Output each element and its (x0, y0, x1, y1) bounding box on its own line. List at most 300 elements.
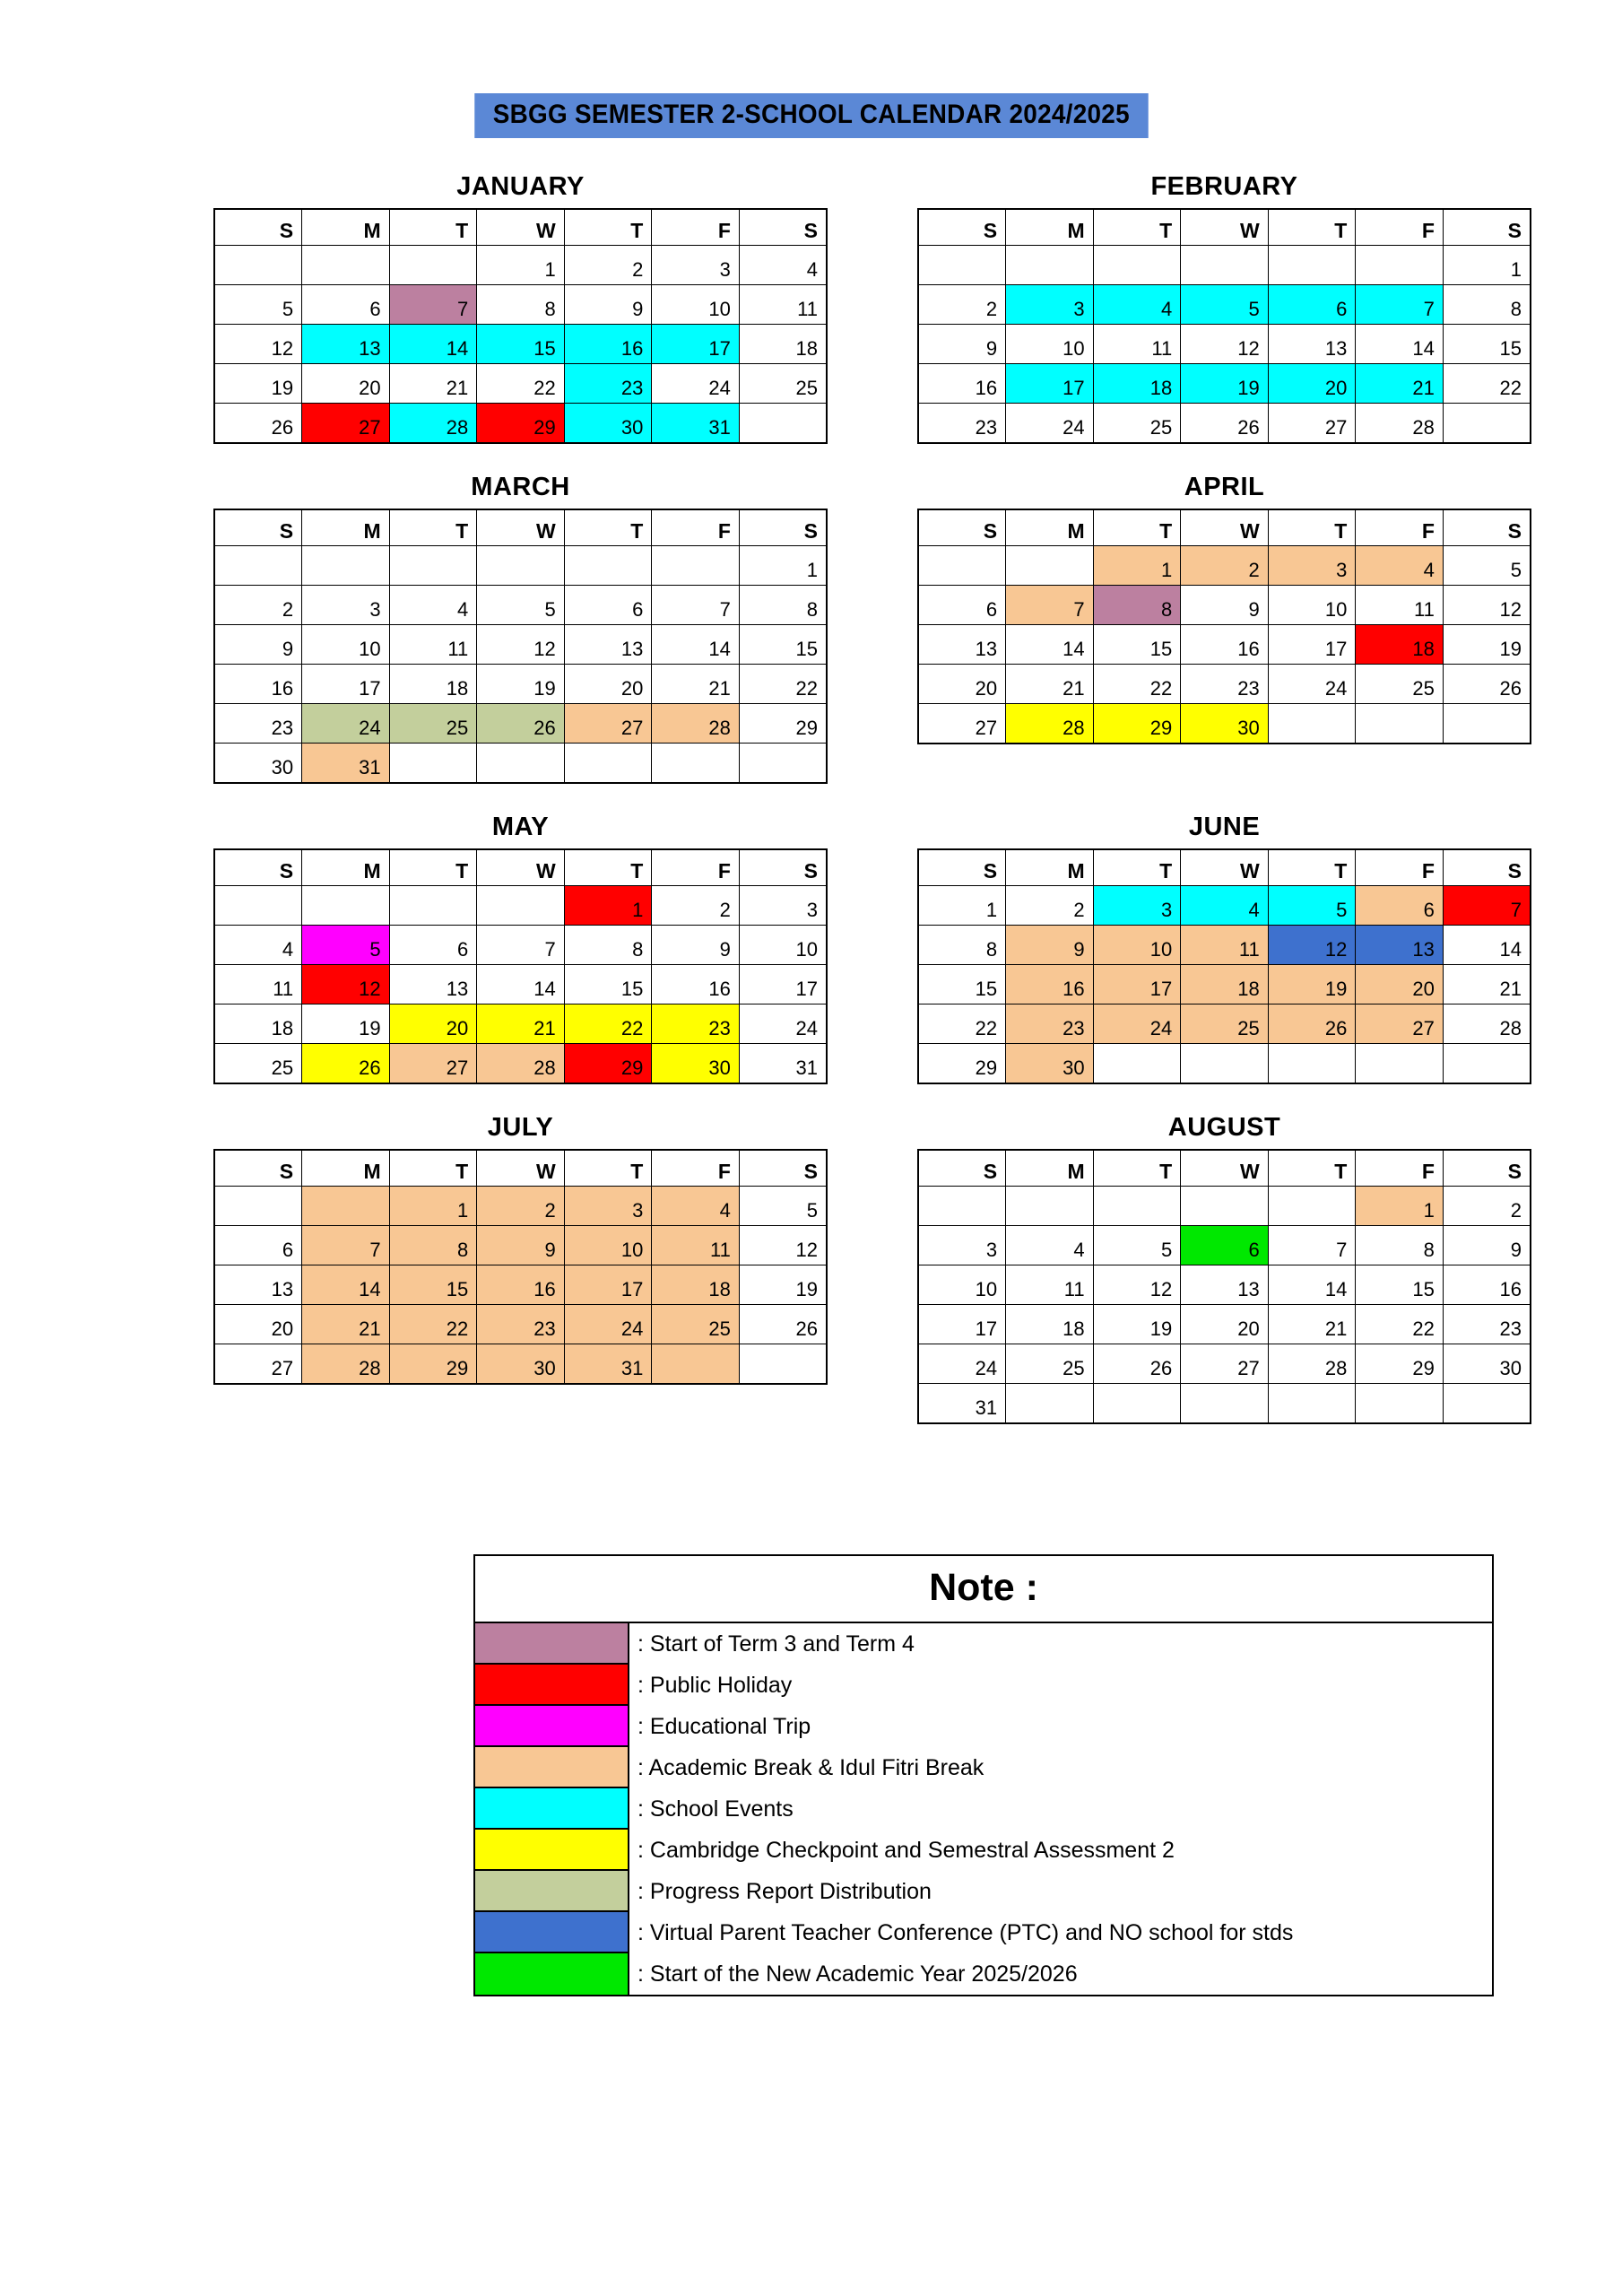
day-cell[interactable]: 12 (1093, 1265, 1181, 1305)
day-cell[interactable]: 25 (1006, 1344, 1094, 1384)
empty-cell (652, 744, 740, 784)
day-cell[interactable]: 27 (1268, 404, 1356, 444)
empty-cell (389, 246, 477, 285)
page-title: SBGG SEMESTER 2-SCHOOL CALENDAR 2024/2025 (474, 93, 1148, 138)
day-cell[interactable]: 1 (739, 546, 827, 586)
day-cell[interactable]: 23 (1181, 665, 1269, 704)
day-cell[interactable]: 2 (214, 586, 302, 625)
day-cell[interactable]: 28 (302, 1344, 390, 1385)
day-cell[interactable]: 14 (389, 325, 477, 364)
day-cell[interactable]: 5 (302, 926, 390, 965)
day-cell[interactable]: 9 (214, 625, 302, 665)
day-cell[interactable]: 22 (739, 665, 827, 704)
day-cell[interactable]: 30 (477, 1344, 565, 1385)
day-cell[interactable]: 9 (564, 285, 652, 325)
empty-cell (1268, 1187, 1356, 1226)
day-cell[interactable]: 17 (918, 1305, 1006, 1344)
empty-cell (477, 886, 565, 926)
day-cell[interactable]: 11 (1006, 1265, 1094, 1305)
day-cell[interactable]: 21 (302, 1305, 390, 1344)
day-cell[interactable]: 7 (1443, 886, 1531, 926)
day-cell[interactable]: 28 (652, 704, 740, 744)
day-cell[interactable]: 25 (739, 364, 827, 404)
weekday-header: W (1181, 209, 1269, 246)
day-cell[interactable]: 10 (1006, 325, 1094, 364)
day-cell[interactable]: 30 (564, 404, 652, 444)
day-cell[interactable]: 23 (918, 404, 1006, 444)
day-cell[interactable]: 15 (564, 965, 652, 1004)
day-cell[interactable]: 29 (389, 1344, 477, 1385)
day-cell[interactable]: 29 (564, 1044, 652, 1084)
day-cell[interactable]: 27 (389, 1044, 477, 1084)
day-cell[interactable]: 8 (477, 285, 565, 325)
day-cell[interactable]: 20 (214, 1305, 302, 1344)
day-cell[interactable]: 3 (302, 586, 390, 625)
day-cell[interactable]: 18 (1181, 965, 1269, 1004)
day-cell[interactable]: 8 (564, 926, 652, 965)
weekday-header: F (1356, 849, 1444, 886)
day-cell[interactable]: 16 (1006, 965, 1094, 1004)
day-cell[interactable]: 22 (918, 1004, 1006, 1044)
legend-row (475, 1706, 1492, 1747)
day-cell[interactable]: 13 (1356, 926, 1444, 965)
day-cell[interactable]: 30 (652, 1044, 740, 1084)
day-cell[interactable]: 27 (1181, 1344, 1269, 1384)
week-row (918, 625, 1531, 665)
day-cell[interactable]: 24 (739, 1004, 827, 1044)
day-cell[interactable]: 2 (1006, 886, 1094, 926)
day-cell[interactable]: 22 (1443, 364, 1531, 404)
day-cell[interactable]: 8 (739, 586, 827, 625)
day-cell[interactable]: 6 (389, 926, 477, 965)
empty-cell (1356, 246, 1444, 285)
day-cell[interactable]: 20 (302, 364, 390, 404)
day-cell[interactable]: 25 (214, 1044, 302, 1084)
empty-cell (918, 546, 1006, 586)
day-cell[interactable]: 30 (1443, 1344, 1531, 1384)
day-cell[interactable]: 6 (302, 285, 390, 325)
week-row (214, 364, 827, 404)
empty-cell (1268, 1044, 1356, 1084)
day-cell[interactable]: 2 (477, 1187, 565, 1226)
day-cell[interactable]: 2 (1443, 1187, 1531, 1226)
day-cell[interactable]: 10 (1268, 586, 1356, 625)
day-cell[interactable]: 7 (652, 586, 740, 625)
day-cell[interactable]: 13 (1268, 325, 1356, 364)
day-cell[interactable]: 24 (918, 1344, 1006, 1384)
day-cell[interactable]: 19 (302, 1004, 390, 1044)
day-cell[interactable]: 24 (652, 364, 740, 404)
day-cell[interactable]: 9 (1443, 1226, 1531, 1265)
day-cell[interactable]: 29 (477, 404, 565, 444)
day-cell[interactable]: 3 (1268, 546, 1356, 586)
day-cell[interactable]: 19 (477, 665, 565, 704)
day-cell[interactable]: 1 (1356, 1187, 1444, 1226)
weekday-header: T (564, 1150, 652, 1187)
day-cell[interactable]: 23 (477, 1305, 565, 1344)
day-cell[interactable]: 29 (1356, 1344, 1444, 1384)
day-cell[interactable]: 21 (1268, 1305, 1356, 1344)
day-cell[interactable]: 3 (1006, 285, 1094, 325)
day-cell[interactable]: 25 (1356, 665, 1444, 704)
week-row (214, 586, 827, 625)
day-cell[interactable]: 15 (477, 325, 565, 364)
day-cell[interactable]: 14 (1006, 625, 1094, 665)
day-cell[interactable]: 16 (214, 665, 302, 704)
day-cell[interactable]: 14 (1268, 1265, 1356, 1305)
day-cell[interactable]: 31 (918, 1384, 1006, 1424)
legend-row (475, 1623, 1492, 1665)
day-cell[interactable]: 13 (564, 625, 652, 665)
month-block-august (917, 1111, 1531, 1424)
day-cell[interactable]: 13 (918, 625, 1006, 665)
day-cell[interactable]: 17 (1006, 364, 1094, 404)
day-cell[interactable]: 1 (1093, 546, 1181, 586)
day-cell[interactable]: 25 (1181, 1004, 1269, 1044)
day-cell[interactable]: 5 (1181, 285, 1269, 325)
legend-row (475, 1912, 1492, 1953)
day-cell[interactable]: 23 (1443, 1305, 1531, 1344)
day-cell[interactable]: 11 (739, 285, 827, 325)
empty-cell (477, 546, 565, 586)
day-cell[interactable]: 19 (739, 1265, 827, 1305)
day-cell[interactable]: 14 (302, 1265, 390, 1305)
day-cell[interactable]: 18 (1006, 1305, 1094, 1344)
day-cell[interactable]: 17 (652, 325, 740, 364)
day-cell[interactable]: 8 (389, 1226, 477, 1265)
weekday-header: S (214, 509, 302, 546)
day-cell[interactable]: 20 (1268, 364, 1356, 404)
day-cell[interactable]: 28 (1006, 704, 1094, 744)
day-cell[interactable]: 4 (1093, 285, 1181, 325)
day-cell[interactable]: 20 (1356, 965, 1444, 1004)
day-cell[interactable]: 10 (918, 1265, 1006, 1305)
day-cell[interactable]: 5 (477, 586, 565, 625)
day-cell[interactable]: 26 (302, 1044, 390, 1084)
week-row (918, 1187, 1531, 1226)
day-cell[interactable]: 5 (739, 1187, 827, 1226)
day-cell[interactable]: 28 (1443, 1004, 1531, 1044)
day-cell[interactable]: 15 (1356, 1265, 1444, 1305)
weekday-header: M (302, 509, 390, 546)
day-cell[interactable]: 2 (918, 285, 1006, 325)
day-cell[interactable]: 20 (389, 1004, 477, 1044)
weekday-header-row (918, 509, 1531, 546)
day-cell[interactable]: 1 (477, 246, 565, 285)
day-cell[interactable]: 4 (1356, 546, 1444, 586)
day-cell[interactable]: 12 (1181, 325, 1269, 364)
weekday-header: F (1356, 1150, 1444, 1187)
day-cell[interactable]: 18 (214, 1004, 302, 1044)
day-cell[interactable]: 7 (302, 1226, 390, 1265)
day-cell[interactable]: 30 (1006, 1044, 1094, 1084)
day-cell[interactable]: 2 (564, 246, 652, 285)
day-cell[interactable]: 17 (1093, 965, 1181, 1004)
day-cell[interactable]: 17 (739, 965, 827, 1004)
day-cell[interactable]: 15 (739, 625, 827, 665)
day-cell[interactable]: 5 (1093, 1226, 1181, 1265)
day-cell[interactable]: 1 (918, 886, 1006, 926)
day-cell[interactable]: 26 (214, 404, 302, 444)
day-cell[interactable]: 6 (1356, 886, 1444, 926)
day-cell[interactable]: 20 (1181, 1305, 1269, 1344)
day-cell[interactable]: 26 (477, 704, 565, 744)
legend-label: : School Events (638, 1796, 794, 1822)
weekday-header: M (1006, 209, 1094, 246)
day-cell[interactable]: 16 (1181, 625, 1269, 665)
day-cell[interactable]: 31 (739, 1044, 827, 1084)
day-cell[interactable]: 14 (1356, 325, 1444, 364)
day-cell[interactable]: 7 (1006, 586, 1094, 625)
day-cell[interactable]: 3 (739, 886, 827, 926)
note-legend-box (473, 1554, 1494, 1996)
day-cell[interactable]: 9 (652, 926, 740, 965)
legend-label: : Academic Break & Idul Fitri Break (638, 1755, 984, 1780)
day-cell[interactable]: 1 (1443, 246, 1531, 285)
month-title: JANUARY (456, 172, 585, 201)
day-cell[interactable]: 16 (564, 325, 652, 364)
day-cell[interactable]: 6 (918, 586, 1006, 625)
day-cell[interactable]: 13 (1181, 1265, 1269, 1305)
day-cell[interactable]: 9 (477, 1226, 565, 1265)
day-cell[interactable]: 30 (214, 744, 302, 784)
day-cell[interactable]: 7 (1356, 285, 1444, 325)
day-cell[interactable]: 19 (1093, 1305, 1181, 1344)
day-cell[interactable]: 28 (1268, 1344, 1356, 1384)
legend-color-swatch-sage (475, 1871, 629, 1912)
day-cell[interactable]: 8 (918, 926, 1006, 965)
day-cell[interactable]: 23 (564, 364, 652, 404)
day-cell[interactable]: 26 (1268, 1004, 1356, 1044)
day-cell[interactable]: 24 (1093, 1004, 1181, 1044)
day-cell[interactable]: 22 (389, 1305, 477, 1344)
month-title: MARCH (471, 473, 570, 501)
day-cell[interactable]: 26 (739, 1305, 827, 1344)
day-cell[interactable]: 15 (389, 1265, 477, 1305)
day-cell[interactable]: 24 (564, 1305, 652, 1344)
day-cell[interactable]: 17 (564, 1265, 652, 1305)
day-cell[interactable]: 19 (1443, 625, 1531, 665)
weekday-header: T (564, 509, 652, 546)
day-cell[interactable]: 8 (1093, 586, 1181, 625)
day-cell[interactable]: 22 (1093, 665, 1181, 704)
day-cell[interactable]: 9 (1006, 926, 1094, 965)
day-cell[interactable]: 23 (1006, 1004, 1094, 1044)
day-cell[interactable]: 23 (652, 1004, 740, 1044)
day-cell[interactable]: 11 (1181, 926, 1269, 965)
day-cell[interactable]: 22 (477, 364, 565, 404)
empty-cell (918, 246, 1006, 285)
day-cell[interactable]: 25 (1093, 404, 1181, 444)
day-cell[interactable]: 30 (1181, 704, 1269, 744)
day-cell[interactable]: 6 (1181, 1226, 1269, 1265)
day-cell[interactable]: 19 (1181, 364, 1269, 404)
empty-cell (1006, 1384, 1094, 1424)
day-cell[interactable]: 18 (1093, 364, 1181, 404)
day-cell[interactable]: 6 (564, 586, 652, 625)
day-cell[interactable]: 11 (1356, 586, 1444, 625)
weekday-header: F (1356, 509, 1444, 546)
day-cell[interactable]: 17 (302, 665, 390, 704)
day-cell[interactable]: 24 (302, 704, 390, 744)
day-cell[interactable]: 4 (389, 586, 477, 625)
day-cell[interactable]: 5 (1268, 886, 1356, 926)
day-cell[interactable]: 8 (1356, 1226, 1444, 1265)
day-cell[interactable]: 18 (652, 1265, 740, 1305)
day-cell[interactable]: 24 (1268, 665, 1356, 704)
day-cell[interactable]: 4 (214, 926, 302, 965)
day-cell[interactable]: 31 (652, 404, 740, 444)
day-cell[interactable]: 21 (1006, 665, 1094, 704)
day-cell[interactable]: 8 (1443, 285, 1531, 325)
day-cell[interactable]: 22 (1356, 1305, 1444, 1344)
empty-cell (389, 886, 477, 926)
weekday-header: S (214, 209, 302, 246)
day-cell[interactable]: 16 (1443, 1265, 1531, 1305)
day-cell[interactable]: 9 (918, 325, 1006, 364)
day-cell[interactable]: 12 (477, 625, 565, 665)
day-cell[interactable]: 23 (214, 704, 302, 744)
day-cell[interactable]: 27 (214, 1344, 302, 1385)
day-cell[interactable]: 19 (1268, 965, 1356, 1004)
day-cell[interactable]: 28 (389, 404, 477, 444)
day-cell[interactable]: 25 (652, 1305, 740, 1344)
day-cell[interactable]: 7 (477, 926, 565, 965)
day-cell[interactable]: 14 (477, 965, 565, 1004)
day-cell[interactable]: 5 (1443, 546, 1531, 586)
day-cell[interactable]: 3 (918, 1226, 1006, 1265)
note-legend-list (475, 1623, 1492, 1995)
week-row (214, 704, 827, 744)
day-cell[interactable]: 18 (1356, 625, 1444, 665)
day-cell[interactable]: 15 (918, 965, 1006, 1004)
day-cell[interactable]: 6 (1268, 285, 1356, 325)
weekday-header: T (1093, 849, 1181, 886)
day-cell[interactable]: 24 (1006, 404, 1094, 444)
day-cell[interactable]: 29 (918, 1044, 1006, 1084)
month-grid (213, 208, 828, 444)
weekday-header: M (1006, 1150, 1094, 1187)
day-cell[interactable]: 21 (389, 364, 477, 404)
day-cell[interactable]: 22 (564, 1004, 652, 1044)
day-cell[interactable]: 21 (1443, 965, 1531, 1004)
day-cell[interactable]: 26 (1181, 404, 1269, 444)
empty-cell (918, 1187, 1006, 1226)
day-cell[interactable]: 20 (918, 665, 1006, 704)
day-cell[interactable]: 13 (302, 325, 390, 364)
day-cell[interactable]: 11 (652, 1226, 740, 1265)
day-cell[interactable]: 10 (564, 1226, 652, 1265)
day-cell[interactable]: 10 (739, 926, 827, 965)
weekday-header-row (214, 509, 827, 546)
day-cell[interactable]: 16 (918, 364, 1006, 404)
day-cell[interactable]: 27 (918, 704, 1006, 744)
day-cell[interactable]: 31 (302, 744, 390, 784)
day-cell[interactable]: 12 (1443, 586, 1531, 625)
day-cell[interactable]: 20 (564, 665, 652, 704)
day-cell[interactable]: 28 (1356, 404, 1444, 444)
day-cell[interactable]: 26 (1093, 1344, 1181, 1384)
day-cell[interactable]: 4 (652, 1187, 740, 1226)
day-cell[interactable]: 2 (652, 886, 740, 926)
day-cell[interactable]: 12 (302, 965, 390, 1004)
day-cell[interactable]: 12 (214, 325, 302, 364)
day-cell[interactable]: 4 (1181, 886, 1269, 926)
empty-cell (302, 1187, 390, 1226)
day-cell[interactable]: 11 (214, 965, 302, 1004)
day-cell[interactable]: 17 (1268, 625, 1356, 665)
day-cell[interactable]: 16 (652, 965, 740, 1004)
day-cell[interactable]: 3 (652, 246, 740, 285)
day-cell[interactable]: 4 (1006, 1226, 1094, 1265)
day-cell[interactable]: 16 (477, 1265, 565, 1305)
weekday-header-row (918, 849, 1531, 886)
day-cell[interactable]: 6 (214, 1226, 302, 1265)
legend-color-swatch-yellow (475, 1830, 629, 1871)
day-cell[interactable]: 18 (389, 665, 477, 704)
day-cell[interactable]: 21 (1356, 364, 1444, 404)
day-cell[interactable]: 2 (1181, 546, 1269, 586)
day-cell[interactable]: 3 (564, 1187, 652, 1226)
day-cell[interactable]: 7 (1268, 1226, 1356, 1265)
weekday-header: S (918, 1150, 1006, 1187)
day-cell[interactable]: 25 (389, 704, 477, 744)
day-cell[interactable]: 13 (214, 1265, 302, 1305)
day-cell[interactable]: 7 (389, 285, 477, 325)
week-row (918, 665, 1531, 704)
day-cell[interactable]: 14 (1443, 926, 1531, 965)
day-cell[interactable]: 13 (389, 965, 477, 1004)
day-cell[interactable]: 9 (1181, 586, 1269, 625)
weekday-header: S (1443, 1150, 1531, 1187)
day-cell[interactable]: 15 (1093, 625, 1181, 665)
day-cell[interactable]: 12 (739, 1226, 827, 1265)
day-cell[interactable]: 14 (652, 625, 740, 665)
day-cell[interactable]: 26 (1443, 665, 1531, 704)
day-cell[interactable]: 12 (1268, 926, 1356, 965)
day-cell[interactable]: 15 (1443, 325, 1531, 364)
day-cell[interactable]: 11 (389, 625, 477, 665)
week-row (918, 246, 1531, 285)
day-cell[interactable]: 31 (564, 1344, 652, 1385)
day-cell[interactable]: 5 (214, 285, 302, 325)
day-cell[interactable]: 1 (564, 886, 652, 926)
day-cell[interactable]: 18 (739, 325, 827, 364)
week-row (918, 1226, 1531, 1265)
day-cell[interactable]: 4 (739, 246, 827, 285)
day-cell[interactable]: 1 (389, 1187, 477, 1226)
day-cell[interactable]: 3 (1093, 886, 1181, 926)
day-cell[interactable]: 19 (214, 364, 302, 404)
day-cell[interactable]: 29 (1093, 704, 1181, 744)
day-cell[interactable]: 28 (477, 1044, 565, 1084)
day-cell[interactable]: 27 (564, 704, 652, 744)
day-cell[interactable]: 10 (652, 285, 740, 325)
weekday-header: M (1006, 849, 1094, 886)
day-cell[interactable]: 21 (652, 665, 740, 704)
day-cell[interactable]: 10 (302, 625, 390, 665)
day-cell[interactable]: 27 (1356, 1004, 1444, 1044)
day-cell[interactable]: 27 (302, 404, 390, 444)
weekday-header: S (739, 849, 827, 886)
day-cell[interactable]: 29 (739, 704, 827, 744)
empty-cell (1268, 704, 1356, 744)
legend-label: : Start of Term 3 and Term 4 (638, 1631, 915, 1657)
day-cell[interactable]: 11 (1093, 325, 1181, 364)
weekday-header: S (1443, 209, 1531, 246)
day-cell[interactable]: 21 (477, 1004, 565, 1044)
day-cell[interactable]: 10 (1093, 926, 1181, 965)
